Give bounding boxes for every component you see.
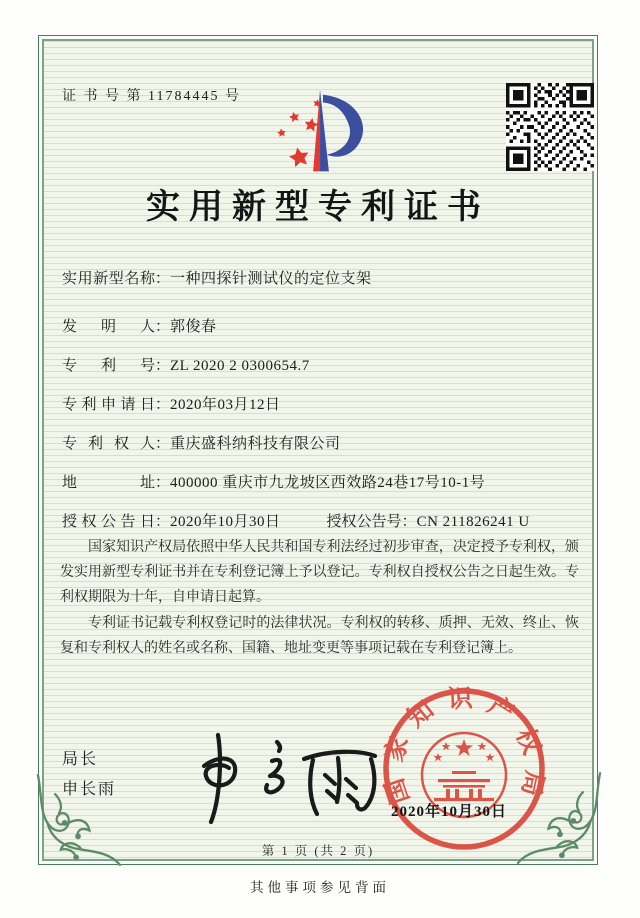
director-title: 局长 [62,751,99,768]
field-patent-number: 专利号：ZL 2020 2 0300654.7 [62,354,582,375]
director-signature-icon [176,729,388,829]
field-value: 重庆盛科纳科技有限公司 [170,436,341,452]
corner-flourish-icon [516,770,602,868]
field-filing-date: 专利申请日：2020年03月12日 [62,393,582,414]
field-grant-date-and-number: 授权公告日：2020年10月30日 授权公告号：CN 211826241 U [62,510,582,531]
certificate-border-frame [38,35,598,865]
field-value: 郭俊春 [170,319,217,335]
certificate-body [42,39,594,861]
field-value: 2020年03月12日 [170,397,281,413]
legal-paragraphs [60,535,579,662]
field-address: 地址：400000 重庆市九龙坡区西效路24巷17号10-1号 [62,471,582,492]
certificate-title: 实用新型专利证书 [146,189,490,226]
paragraph-grant-statement: 国家知识产权局依照中华人民共和国专利法经过初步审查，决定授予专利权，颁发实用新型专利证书并在专利登记簿上予以登记。专利权自授权公告之日起生效。专利权期限为十年，自申请日起算。 [60,540,579,605]
field-value: 400000 重庆市九龙坡区西效路24巷17号10-1号 [170,475,486,491]
field-patentee: 专利权人：重庆盛科纳科技有限公司 [62,432,582,453]
corner-flourish-icon [36,772,122,870]
field-label: 发明人 [62,319,155,335]
director-name: 申长雨 [62,781,117,798]
certificate-number: 证 书 号 第 11784445 号 [62,89,241,104]
back-note: 其他事项参见背面 [250,880,390,895]
field-value: 2020年10月30日 [170,514,281,530]
field-label: 实用新型名称 [62,271,155,287]
field-label: 专利申请日 [62,397,155,413]
field-utility-model-name: 实用新型名称：一种四探针测试仪的定位支架 [62,267,582,288]
seal-date: 2020年10月30日 [391,804,508,820]
paragraph-register-statement: 专利证书记载专利权登记时的法律状况。专利权的转移、质押、无效、终止、恢复和专利权人的姓名或名称、国籍、地址变更等事项记载在专利登记簿上。 [60,616,579,656]
field-value: 一种四探针测试仪的定位支架 [170,271,372,287]
page-number: 第 1 页 (共 2 页) [261,844,375,858]
patent-office-logo-icon [255,86,388,178]
seal-text: 国家知识产权局 [380,685,548,808]
field-value: CN 211826241 U [416,514,530,530]
field-inventor: 发明人：郭俊春 [62,315,582,336]
field-label: 地址 [62,475,155,491]
grant-number-pair: 授权公告号：CN 211826241 U [326,514,530,530]
field-label: 授权公告号 [326,514,402,530]
field-label: 专利号 [62,358,155,374]
field-value: ZL 2020 2 0300654.7 [170,358,310,374]
field-label: 授权公告日 [62,514,155,530]
field-label: 专利权人 [62,436,155,452]
qr-code-icon [506,83,594,171]
